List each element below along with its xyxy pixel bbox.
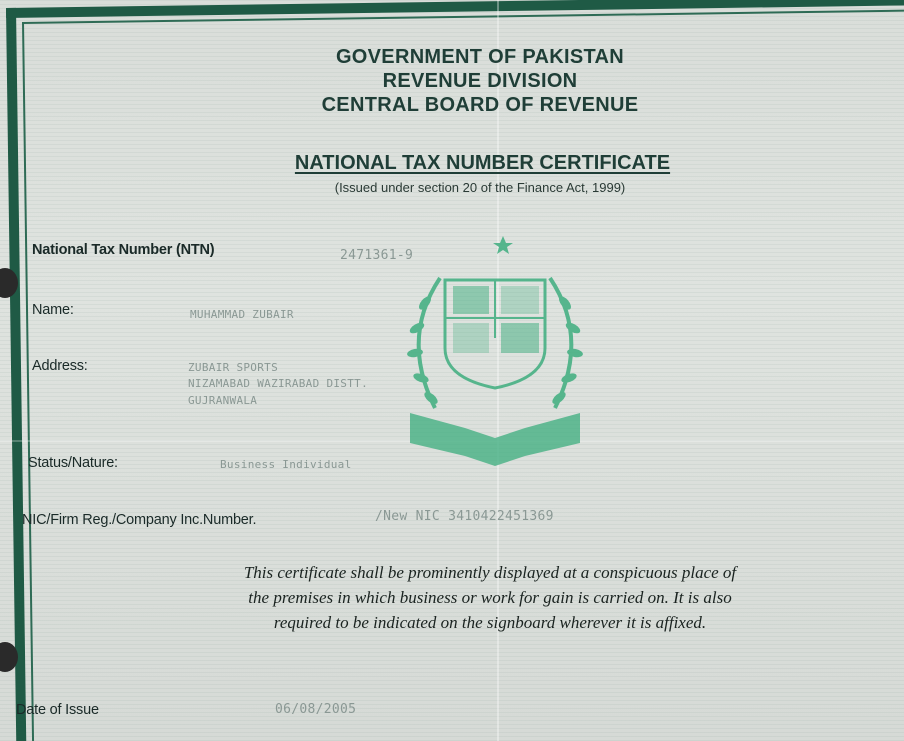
ntn-value: 2471361-9 (340, 248, 414, 263)
certificate-title: NATIONAL TAX NUMBER CERTIFICATE (294, 152, 671, 174)
nic-label: NIC/Firm Reg./Company Inc.Number. (22, 512, 257, 528)
date-of-issue-label: Date of Issue (16, 702, 99, 718)
certificate-subtitle: (Issued under section 20 of the Finance Act, 1999) (334, 180, 626, 195)
address-line-3: GUJRANWALA (188, 394, 258, 407)
header-line-board: CENTRAL BOARD OF REVENUE (321, 94, 639, 116)
nic-value: /New NIC 3410422451369 (375, 509, 554, 524)
address-line-1: ZUBAIR SPORTS (188, 361, 278, 374)
date-of-issue-value: 06/08/2005 (275, 702, 357, 717)
address-label: Address: (32, 358, 88, 374)
notice-line-1: This certificate shall be prominently displayed at a conspicuous place of (243, 563, 737, 582)
state-emblem-icon (395, 228, 595, 468)
notice-line-2: the premises in which business or work for gain is carried on. It is also (248, 588, 732, 607)
notice-line-3: required to be indicated on the signboard wherever it is affixed. (273, 613, 707, 632)
ntn-label: National Tax Number (NTN) (32, 242, 215, 258)
header-line-government: GOVERNMENT OF PAKISTAN (335, 46, 625, 68)
display-notice (180, 560, 800, 635)
name-value: MUHAMMAD ZUBAIR (190, 308, 294, 321)
address-line-2: NIZAMABAD WAZIRABAD DISTT. (188, 377, 368, 390)
header-line-division: REVENUE DIVISION (382, 70, 578, 92)
status-label: Status/Nature: (28, 455, 118, 471)
status-value: Business Individual (220, 458, 352, 471)
name-label: Name: (32, 302, 74, 318)
